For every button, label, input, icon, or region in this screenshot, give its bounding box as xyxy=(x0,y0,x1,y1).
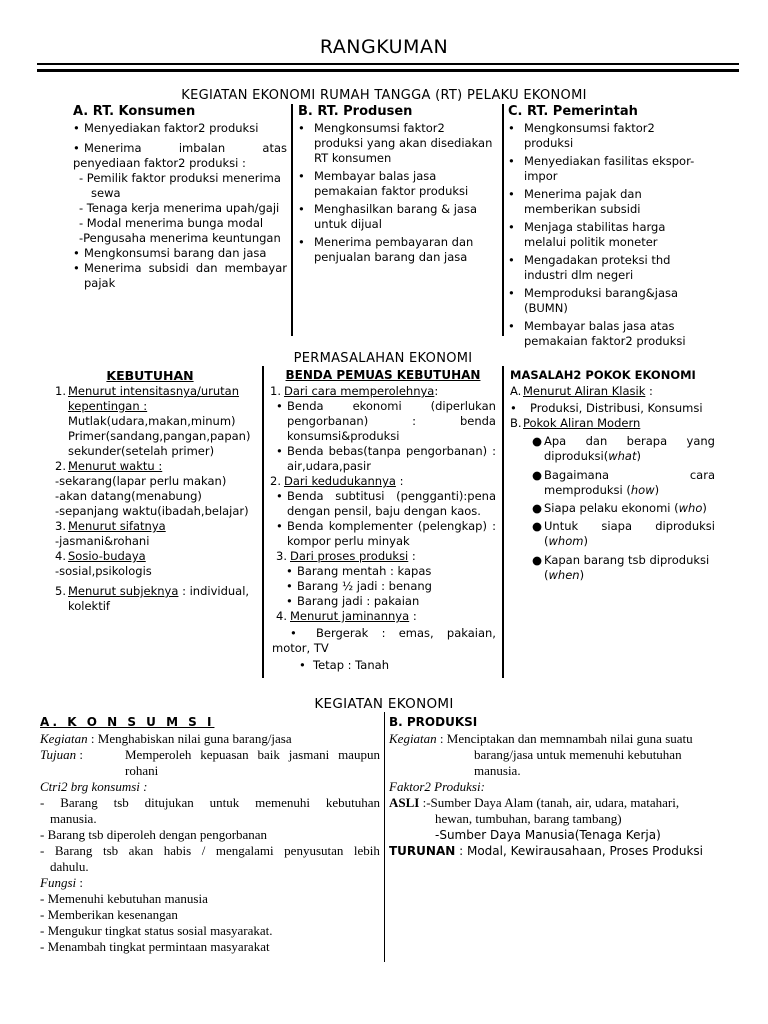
item-line: (whom) xyxy=(544,534,588,548)
list-item xyxy=(508,187,708,217)
list-item: 3. Menurut sifatnya xyxy=(55,519,166,533)
list-item: 2. Dari kedudukannya : xyxy=(270,474,404,488)
item-line: hewan, tumbuhan, barang tambang) xyxy=(435,811,622,826)
rt-pemerintah-heading: C. RT. Pemerintah xyxy=(508,104,638,119)
divider xyxy=(384,712,385,962)
fungsi-item: - Memberikan kesenangan xyxy=(40,907,178,922)
list-item: • Menyediakan faktor2 produksi xyxy=(73,121,259,135)
list-item: ● Untuk siapa diproduksi xyxy=(532,519,715,533)
list-item: 2. Menurut waktu : xyxy=(55,459,163,473)
rt-pemerintah-list xyxy=(508,121,708,349)
item-line: untuk dijual xyxy=(314,217,382,231)
bullet-icon: • xyxy=(510,401,517,415)
bullet-icon: ● xyxy=(532,519,543,533)
item-line: RT konsumen xyxy=(314,151,392,165)
bullet-icon: ● xyxy=(532,553,543,567)
list-item: ● Kapan barang tsb diproduksi xyxy=(532,553,710,567)
item-line: dengan pensil, baju dengan kaos. xyxy=(287,504,481,518)
divider xyxy=(262,366,264,678)
page-title: RANGKUMAN xyxy=(319,36,449,58)
list-item: • Barang jadi : pakaian xyxy=(286,594,420,608)
ciri-item: - Barang tsb akan habis / mengalami penyusutan lebih xyxy=(40,843,380,858)
bullet-icon: • xyxy=(508,319,515,333)
bullet-icon: ● xyxy=(532,434,543,448)
item-line: Membayar balas jasa xyxy=(314,169,437,183)
item-line: Menghasilkan barang & jasa xyxy=(314,202,478,216)
item-line: -Sumber Daya Manusia(Tenaga Kerja) xyxy=(435,828,661,842)
item-line: Mengadakan proteksi thd xyxy=(524,253,671,267)
item-line: motor, TV xyxy=(272,641,329,655)
item-line: -sosial,psikologis xyxy=(55,564,152,578)
list-item: 5. Menurut subjeknya : individual, xyxy=(55,584,250,598)
produksi-heading: B. PRODUKSI xyxy=(389,715,478,729)
item-line: manusia. xyxy=(50,811,97,826)
bullet-icon: • xyxy=(508,154,515,168)
rt-konsumen-column xyxy=(73,104,287,119)
title-rule-thick xyxy=(37,69,739,72)
bullet-icon: • xyxy=(73,261,80,275)
bullet-icon: • xyxy=(298,202,305,216)
list-item: 1. Menurut intensitasnya/urutan xyxy=(55,384,240,398)
list-item xyxy=(508,121,708,151)
bullet-icon: • xyxy=(290,626,297,640)
bullet-icon: ● xyxy=(532,468,543,482)
bullet-icon: • xyxy=(73,121,80,135)
list-item xyxy=(508,220,708,250)
list-item: 4. Menurut jaminannya : xyxy=(276,609,417,623)
sub-item: sewa xyxy=(91,186,121,200)
rt-produsen-heading: B. RT. Produsen xyxy=(298,104,413,119)
rt-pemerintah-column xyxy=(508,104,708,119)
list-item xyxy=(298,235,498,265)
item-line: pajak xyxy=(84,276,116,290)
bullet-icon: • xyxy=(299,658,306,672)
item-line: rohani xyxy=(125,763,159,778)
list-item: • Barang ½ jadi : benang xyxy=(286,579,432,593)
list-item: • Menerima imbalan atas xyxy=(73,141,287,155)
item-line: Memproduksi barang&jasa xyxy=(524,286,679,300)
bullet-icon: • xyxy=(286,579,293,593)
list-item xyxy=(508,154,708,184)
item-line: industri dlm negeri xyxy=(524,268,634,282)
kegiatan-line: Kegiatan : Menciptakan dan memnambah nilai guna suatu xyxy=(389,731,693,746)
section2-heading: PERMASALAHAN EKONOMI xyxy=(293,351,473,366)
masalah-heading: MASALAH2 POKOK EKONOMI xyxy=(510,368,696,382)
item-line: -sekarang(lapar perlu makan) xyxy=(55,474,227,488)
item-line: diproduksi(what) xyxy=(544,449,641,463)
kebutuhan-column xyxy=(55,368,259,614)
section1-heading: KEGIATAN EKONOMI RUMAH TANGGA (RT) PELAKU EKONOMI xyxy=(181,88,587,103)
list-item: A. Menurut Aliran Klasik : xyxy=(510,384,653,398)
faktor-label: Faktor2 Produksi: xyxy=(389,779,485,794)
item-line: konsumsi&produksi xyxy=(287,429,400,443)
list-item: • Benda ekonomi (diperlukan xyxy=(276,399,496,413)
item-line: Menerima pembayaran dan xyxy=(314,235,474,249)
sub-item: - Modal menerima bunga modal xyxy=(79,216,264,230)
produksi-column xyxy=(389,714,759,859)
item-line: melalui politik moneter xyxy=(524,235,658,249)
bullet-icon: • xyxy=(508,220,515,234)
kebutuhan-heading: KEBUTUHAN xyxy=(106,368,194,383)
divider xyxy=(291,104,293,336)
item-line: memproduksi (how) xyxy=(544,483,660,497)
list-item: 4. Sosio-budaya xyxy=(55,549,146,563)
bullet-icon: • xyxy=(73,246,80,260)
item-line: Menyediakan fasilitas ekspor- xyxy=(524,154,695,168)
item-line: pengorbanan) : benda xyxy=(287,414,496,428)
list-item: ● Siapa pelaku ekonomi (who) xyxy=(532,501,707,515)
list-item: • Bergerak : emas, pakaian, xyxy=(290,626,496,640)
bullet-icon: ● xyxy=(532,501,543,515)
bullet-icon: • xyxy=(298,235,305,249)
item-line: penyediaan faktor2 produksi : xyxy=(73,156,246,170)
list-item: • Barang mentah : kapas xyxy=(286,564,432,578)
konsumsi-heading: A. K O N S U M S I xyxy=(40,715,215,729)
masalah-column xyxy=(510,368,715,583)
section3-heading: KEGIATAN EKONOMI xyxy=(314,696,454,712)
list-item: • Benda komplementer (pelengkap) : xyxy=(276,519,496,533)
item-line: barang/jasa untuk memenuhi kebutuhan xyxy=(474,747,682,762)
bullet-icon: • xyxy=(508,187,515,201)
tujuan-line: Tujuan : Memperoleh kepuasan baik jasmani maupun xyxy=(40,747,380,762)
item-line: -sepanjang waktu(ibadah,belajar) xyxy=(55,504,249,518)
item-line: Mutlak(udara,makan,minum) xyxy=(68,414,236,428)
list-item xyxy=(508,286,708,316)
item-line: (BUMN) xyxy=(524,301,568,315)
rt-konsumen-heading: A. RT. Konsumen xyxy=(73,104,196,119)
list-item xyxy=(508,253,708,283)
rt-produsen-column xyxy=(298,104,498,119)
ciri-item: - Barang tsb ditujukan untuk memenuhi kebutuhan xyxy=(40,795,380,810)
list-item xyxy=(298,202,498,232)
item-line: dahulu. xyxy=(50,859,89,874)
list-item xyxy=(508,319,708,349)
bullet-icon: • xyxy=(276,444,283,458)
item-line: produksi yang akan disediakan xyxy=(314,136,493,150)
item-line: Primer(sandang,pangan,papan) xyxy=(68,429,251,443)
benda-column xyxy=(270,368,496,673)
item-line: Menjaga stabilitas harga xyxy=(524,220,666,234)
rt-produsen-list xyxy=(298,121,498,265)
item-line: Mengkonsumsi faktor2 xyxy=(314,121,445,135)
item-line: kepentingan : xyxy=(68,399,148,413)
item-line: produksi xyxy=(524,136,574,150)
list-item: ● Apa dan berapa yang xyxy=(532,434,715,448)
turunan-line: TURUNAN : Modal, Kewirausahaan, Proses Produksi xyxy=(389,844,703,858)
item-line: kompor perlu minyak xyxy=(287,534,410,548)
list-item xyxy=(298,169,498,199)
list-item: • Produksi, Distribusi, Konsumsi xyxy=(510,401,703,415)
list-item: • Benda bebas(tanpa pengorbanan) : xyxy=(276,444,496,458)
konsumsi-column xyxy=(40,714,380,955)
item-line: kolektif xyxy=(68,599,110,613)
bullet-icon: • xyxy=(73,141,80,155)
list-item: • Mengkonsumsi barang dan jasa xyxy=(73,246,267,260)
divider xyxy=(502,104,504,336)
list-item: B. Pokok Aliran Modern xyxy=(510,416,641,430)
sub-item: -Pengusaha menerima keuntungan xyxy=(79,231,281,245)
item-line: Mengkonsumsi faktor2 xyxy=(524,121,655,135)
item-line: air,udara,pasir xyxy=(287,459,371,473)
divider xyxy=(502,366,504,678)
item-line: impor xyxy=(524,169,558,183)
benda-heading: BENDA PEMUAS KEBUTUHAN xyxy=(285,368,481,382)
bullet-icon: • xyxy=(286,594,293,608)
fungsi-label: Fungsi : xyxy=(40,875,83,890)
item-line: Membayar balas jasa atas xyxy=(524,319,675,333)
list-item: • Benda subtitusi (pengganti):pena xyxy=(276,489,496,503)
list-item: 1. Dari cara memperolehnya: xyxy=(270,384,439,398)
item-line: memberikan subsidi xyxy=(524,202,641,216)
bullet-icon: • xyxy=(276,399,283,413)
bullet-icon: • xyxy=(508,286,515,300)
kegiatan-line: Kegiatan : Menghabiskan nilai guna barang/jasa xyxy=(40,731,292,746)
bullet-icon: • xyxy=(276,489,283,503)
bullet-icon: • xyxy=(508,253,515,267)
item-line: -akan datang(menabung) xyxy=(55,489,202,503)
bullet-icon: • xyxy=(298,169,305,183)
asli-line: ASLI :-Sumber Daya Alam (tanah, air, udara, matahari, xyxy=(389,795,680,810)
list-item xyxy=(298,121,498,166)
item-line: manusia. xyxy=(474,763,521,778)
sub-item: - Tenaga kerja menerima upah/gaji xyxy=(79,201,280,215)
list-item: • Tetap : Tanah xyxy=(299,658,389,672)
bullet-icon: • xyxy=(286,564,293,578)
item-line: penjualan barang dan jasa xyxy=(314,250,468,264)
sub-item: - Pemilik faktor produksi menerima xyxy=(79,171,281,185)
fungsi-item: - Mengukur tingkat status sosial masyarakat. xyxy=(40,923,273,938)
title-rule-thin xyxy=(37,63,739,65)
rt-konsumen-list xyxy=(73,121,287,291)
ciri-item: - Barang tsb diperoleh dengan pengorbanan xyxy=(40,827,268,842)
item-line: Menerima pajak dan xyxy=(524,187,642,201)
item-line: pemakaian faktor2 produksi xyxy=(524,334,686,348)
item-line: -jasmani&rohani xyxy=(55,534,150,548)
bullet-icon: • xyxy=(508,121,515,135)
fungsi-item: - Menambah tingkat permintaan masyarakat xyxy=(40,939,270,954)
fungsi-item: - Memenuhi kebutuhan manusia xyxy=(40,891,208,906)
bullet-icon: • xyxy=(298,121,305,135)
list-item: ● Bagaimana cara xyxy=(532,468,715,482)
list-item: • Menerima subsidi dan membayar xyxy=(73,261,287,275)
bullet-icon: • xyxy=(276,519,283,533)
list-item: 3. Dari proses produksi : xyxy=(276,549,416,563)
item-line: sekunder(setelah primer) xyxy=(68,444,215,458)
item-line: pemakaian faktor produksi xyxy=(314,184,469,198)
item-line: (when) xyxy=(544,568,585,582)
ciri-label: Ctri2 brg konsumsi : xyxy=(40,779,148,794)
